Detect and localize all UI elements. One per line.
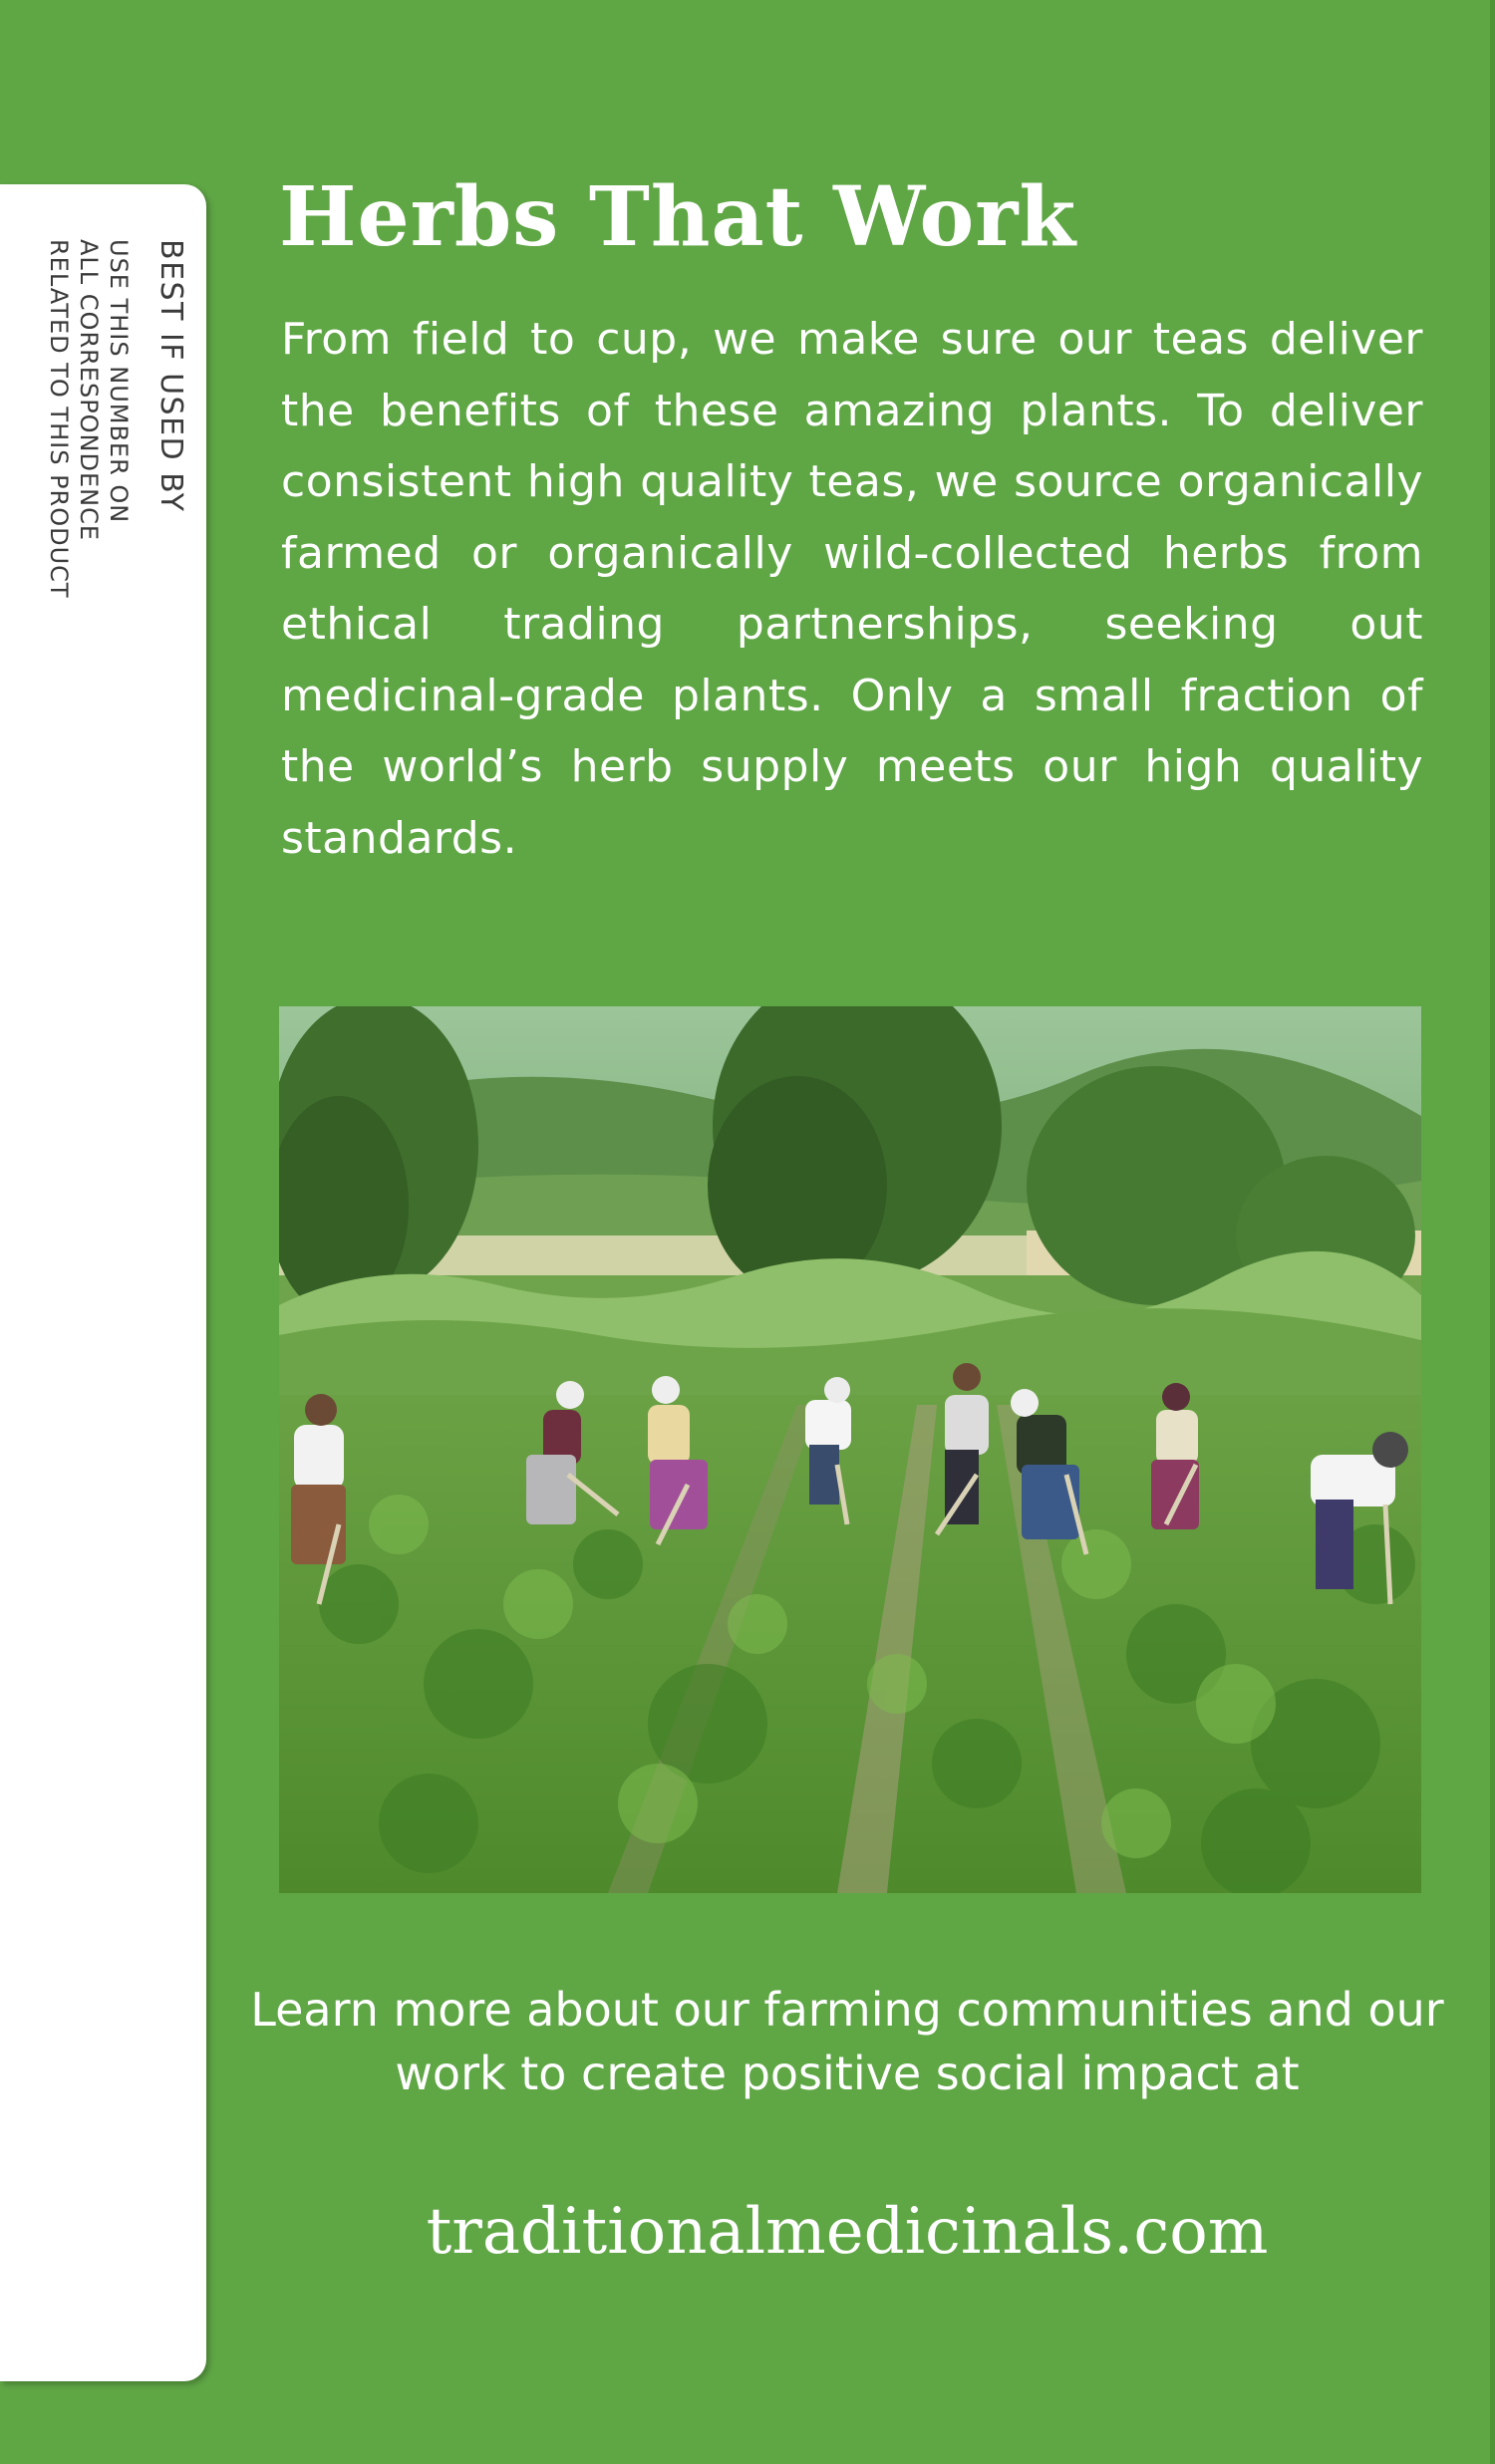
website-url[interactable]: traditionalmedicinals.com bbox=[426, 2195, 1269, 2269]
label-instruction-line-2: ALL CORRESPONDENCE bbox=[75, 239, 103, 542]
field-workers-photo bbox=[279, 1006, 1421, 1893]
body-paragraph: From field to cup, we make sure our teas deliver the benefits of these amazing plants. To deliver consistent high quality teas, we source organically farmed or organically wild-collected herbs from ethical trading partnerships, seeking out medicinal-grade plants. Only a small fraction of the world’s herb supply meets our high quality standards. bbox=[281, 314, 1423, 864]
label-instruction-line-3: RELATED TO THIS PRODUCT bbox=[45, 239, 73, 599]
label-text-group bbox=[44, 239, 189, 599]
learn-more-text: Learn more about our farming communities and our work to create positive social impact at bbox=[250, 1983, 1444, 2100]
best-if-used-by-text: BEST IF USED BY bbox=[153, 239, 188, 513]
page-title: Herbs That Work bbox=[279, 169, 1077, 265]
label-instruction-line-1: USE THIS NUMBER ON bbox=[105, 239, 133, 524]
panel-edge bbox=[1490, 0, 1495, 2464]
